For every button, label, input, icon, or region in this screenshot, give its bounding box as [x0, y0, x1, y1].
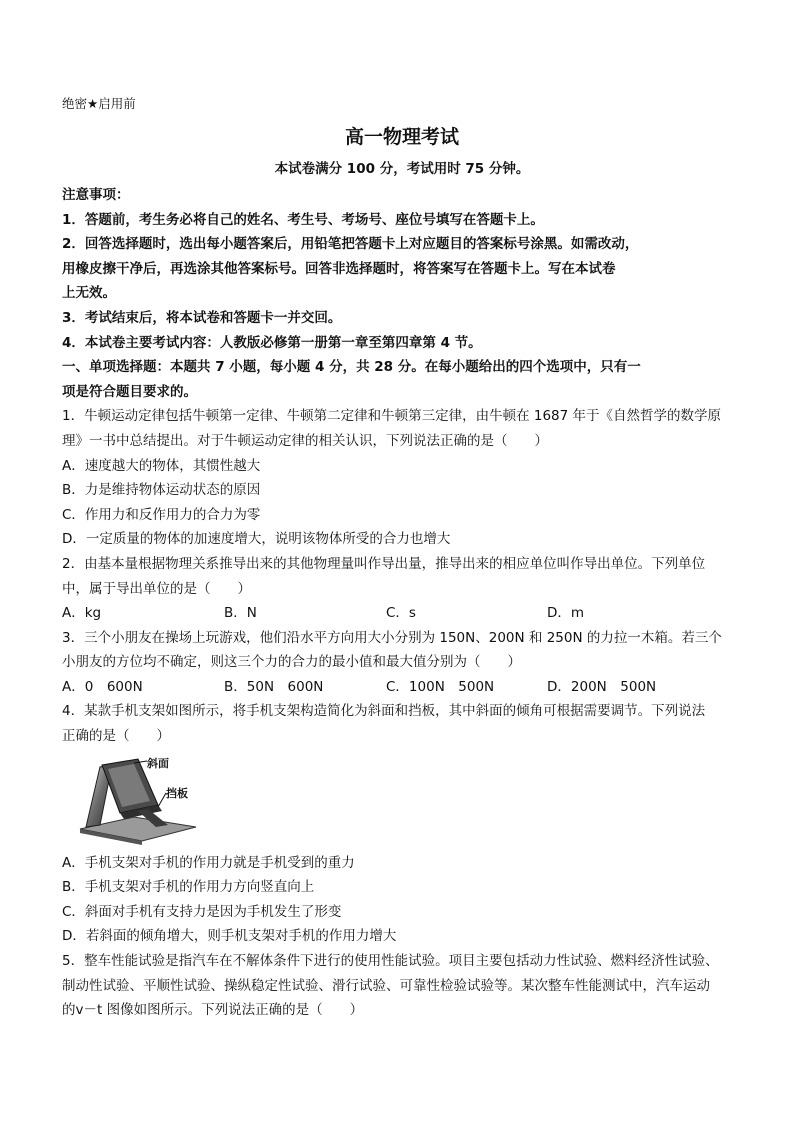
question-3 — [62, 626, 742, 700]
exam-title: 高一物理考试 — [344, 126, 459, 148]
question-stem-line: 中，属于导出单位的是（ ） — [62, 580, 251, 597]
question-stem-line: 制动性试验、平顺性试验、操纵稳定性试验、滑行试验、可靠性检验试验等。某次整车性能测试中，汽车运动 — [62, 977, 710, 994]
option-b: B．力是维持物体运动状态的原因 — [62, 482, 261, 499]
note-line: 4．本试卷主要考试内容：人教版必修第一册第一章至第四章第 4 节。 — [62, 334, 482, 351]
question-stem-line: 1．牛顿运动定律包括牛顿第一定律、牛顿第二定律和牛顿第三定律，由牛顿在 1687 年于《自然哲学的数学原 — [62, 408, 722, 425]
label-stopper: 挡板 — [166, 786, 188, 800]
question-stem-line: 正确的是（ ） — [62, 728, 170, 745]
question-stem-line: 3．三个小朋友在操场上玩游戏，他们沿水平方向用大小分别为 150N、200N 和 250N 的力拉一木箱。若三个 — [62, 629, 722, 646]
question-stem-line: 小朋友的方位均不确定，则这三个力的合力的最小值和最大值分别为（ ） — [62, 654, 521, 671]
option-a: A．速度越大的物体，其惯性越大 — [62, 457, 261, 474]
option-b: B．N — [224, 605, 257, 622]
exam-page — [62, 94, 742, 1023]
section1-heading — [62, 355, 742, 404]
section-heading-line: 项是符合题目要求的。 — [62, 383, 197, 400]
option-d: D．m — [547, 605, 585, 622]
question-5 — [62, 949, 742, 1023]
option-c: C．斜面对手机有支持力是因为手机发生了形变 — [62, 903, 342, 920]
notes-heading: 注意事项： — [62, 187, 130, 203]
option-d: D．若斜面的倾角增大，则手机支架对手机的作用力增大 — [62, 928, 397, 945]
option-b: B．50N 600N — [224, 678, 324, 695]
options-row — [62, 675, 742, 700]
note-line: 2．回答选择题时，选出每小题答案后，用铅笔把答题卡上对应题目的答案标号涂黑。如需改动， — [62, 236, 639, 253]
note-line: 1．答题前，考生务必将自己的姓名、考生号、考场号、座位号填写在答题卡上。 — [62, 211, 544, 228]
note-line: 用橡皮擦干净后，再选涂其他答案标号。回答非选择题时，将答案写在答题卡上。写在本试卷 — [62, 260, 616, 277]
option-b: B．手机支架对手机的作用力方向竖直向上 — [62, 879, 315, 896]
secret-label: 绝密★启用前 — [62, 96, 136, 111]
notes-section — [62, 183, 742, 355]
question-stem-line: 4．某款手机支架如图所示，将手机支架构造简化为斜面和挡板，其中斜面的倾角可根据需要调节。下列说法 — [62, 703, 706, 720]
exam-subtitle: 本试卷满分 100 分，考试用时 75 分钟。 — [274, 161, 530, 177]
question-1 — [62, 404, 742, 552]
option-d: D．一定质量的物体的加速度增大，说明该物体所受的合力也增大 — [62, 531, 451, 548]
question-stem-line: 的v－t 图像如图所示。下列说法正确的是（ ） — [62, 1002, 364, 1019]
note-line: 3．考试结束后，将本试卷和答题卡一并交回。 — [62, 309, 342, 326]
option-a: A．kg — [62, 605, 102, 622]
question-stem-line: 5．整车性能试验是指汽车在不解体条件下进行的使用性能试验。项目主要包括动力性试验、燃料经济性试验、 — [62, 953, 719, 970]
option-c: C．作用力和反作用力的合力为零 — [62, 506, 261, 523]
section-heading-line: 一、单项选择题：本题共 7 小题，每小题 4 分，共 28 分。在每小题给出的四个选项中，只有一 — [62, 359, 641, 376]
option-c: C．100N 500N — [386, 678, 495, 695]
phone-stand-figure — [72, 751, 202, 847]
question-4 — [62, 699, 742, 949]
question-stem-line: 理》一书中总结提出。对于牛顿运动定律的相关认识，下列说法正确的是（ ） — [62, 432, 548, 449]
option-a: A．手机支架对手机的作用力就是手机受到的重力 — [62, 854, 355, 871]
option-c: C．s — [386, 605, 416, 622]
label-incline: 斜面 — [147, 756, 169, 770]
options-row — [62, 601, 742, 626]
note-line: 上无效。 — [62, 285, 116, 302]
option-d: D．200N 500N — [547, 678, 657, 695]
option-a: A．0 600N — [62, 678, 143, 695]
question-stem-line: 2．由基本量根据物理关系推导出来的其他物理量叫作导出量，推导出来的相应单位叫作导出单位。下列单位 — [62, 555, 706, 572]
question-2 — [62, 552, 742, 626]
